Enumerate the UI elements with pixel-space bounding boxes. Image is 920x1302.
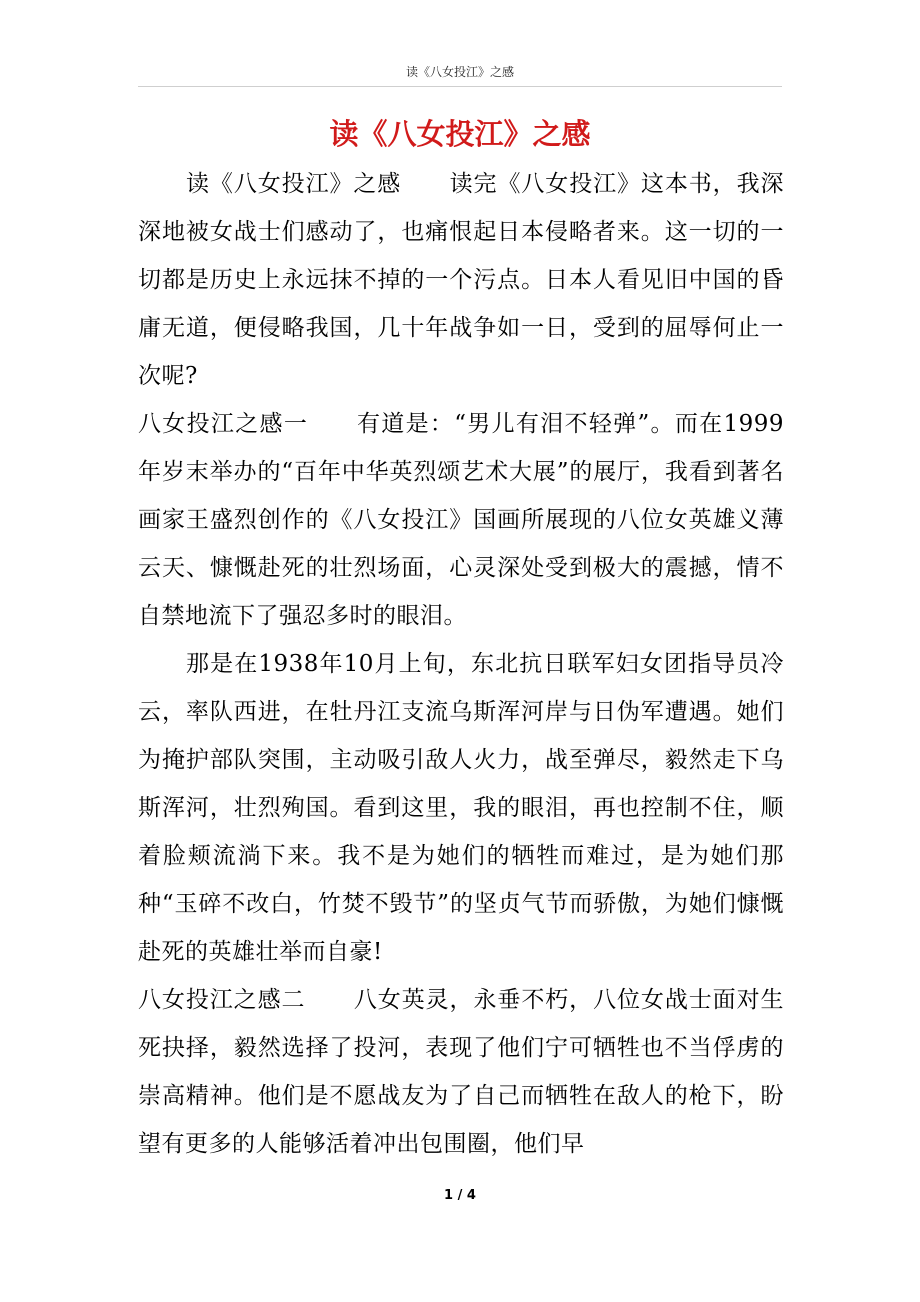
paragraph-section-two	[138, 976, 784, 1168]
paragraph-text: 有道是：“男儿有泪不轻弹”。而在1999年岁末举办的“百年中华英烈颂艺术大展”的展厅，我看到著名画家王盛烈创作的《八女投江》国画所展现的八位女英雄义薄云天、慷慨赴死的壮烈场面，心灵深处受到极大的震撼，情不自禁地流下了强忍多时的眼泪。	[138, 411, 784, 629]
paragraph-text: 那是在1938年10月上旬，东北抗日联军妇女团指导员冷云，率队西进，在牡丹江支流乌斯浑河岸与日伪军遭遇。她们为掩护部队突围，主动吸引敌人火力，战至弹尽，毅然走下乌斯浑河，壮烈殉国。看到这里，我的眼泪，再也控制不住，顺着脸颊流淌下来。我不是为她们的牺牲而难过，是为她们那种“玉碎不改白，竹焚不毁节”的坚贞气节而骄傲，为她们慷慨赴死的英雄壮举而自豪!	[138, 651, 784, 965]
header-divider	[138, 86, 782, 87]
paragraph-section-one	[138, 400, 784, 640]
paragraph-lead: 读《八女投江》之感	[186, 171, 402, 197]
paragraph-lead: 八女投江之感二	[138, 987, 306, 1013]
paragraph-text: 八女英灵，永垂不朽，八位女战士面对生死抉择，毅然选择了投河，表现了他们宁可牺牲也不当俘虏的崇高精神。他们是不愿战友为了自己而牺牲在敌人的枪下，盼望有更多的人能够活着冲出包围圈，他们早	[138, 987, 785, 1157]
paragraph-intro	[138, 160, 784, 400]
paragraph-lead: 八女投江之感一	[138, 411, 309, 437]
paragraph-text: 读完《八女投江》这本书，我深深地被女战士们感动了，也痛恨起日本侵略者来。这一切的一切都是历史上永远抹不掉的一个污点。日本人看见旧中国的昏庸无道，便侵略我国，几十年战争如一日，受到的屈辱何止一次呢?	[138, 171, 785, 389]
document-body	[138, 160, 784, 1168]
page-number: 1 / 4	[444, 1188, 476, 1203]
document-title: 读《八女投江》之感	[329, 117, 591, 151]
running-header: 读《八女投江》之感	[405, 65, 514, 79]
paragraph-history	[138, 640, 784, 976]
